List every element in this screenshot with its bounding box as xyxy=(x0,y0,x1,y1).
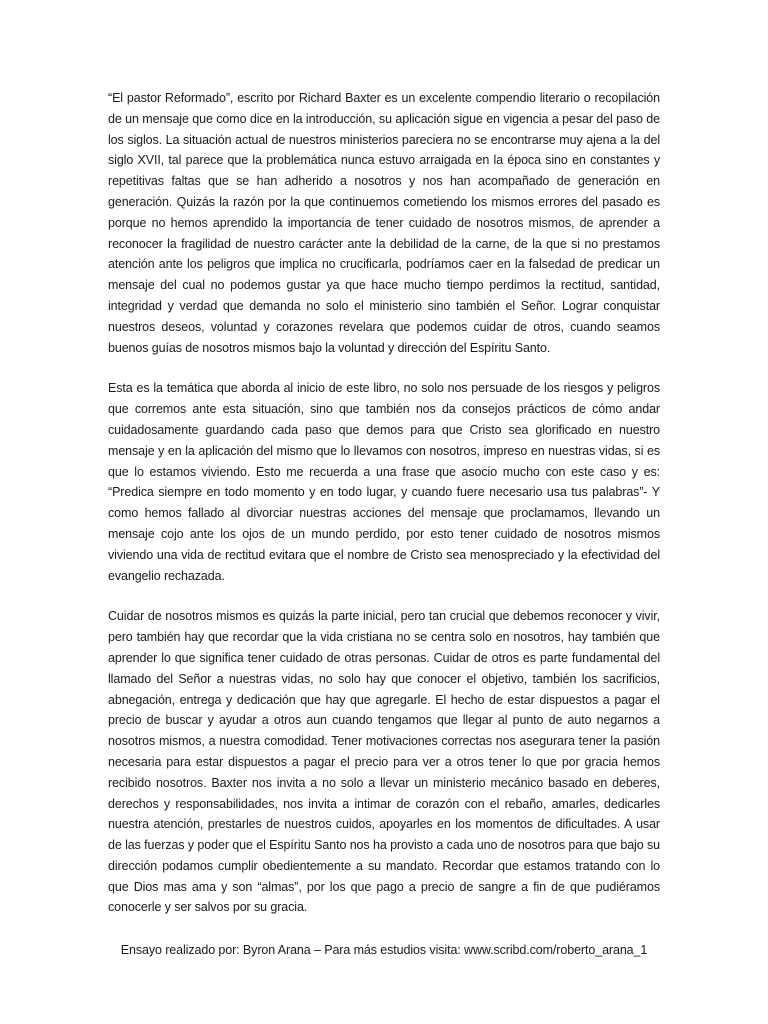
paragraph-1: “El pastor Reformado”, escrito por Richard Baxter es un excelente compendio literario o recopilación de un mensaje que como dice en la introducción, su aplicación sigue en vigencia a pesar del paso de los siglos. La situación actual de nuestros ministerios pareciera no se encontrarse muy ajena a la del siglo XVII, tal parece que la problemática nunca estuvo arraigada en la época sino en constantes y repetitivas faltas que se han adherido a nosotros y nos han acompañado de generación en generación. Quizás la razón por la que continuemos cometiendo los mismos errores del pasado es porque no hemos aprendido la importancia de tener cuidado de nosotros mismos, de aprender a reconocer la fragilidad de nuestro carácter ante la debilidad de la carne, de la que si no prestamos atención ante los peligros que implica no crucificarla, podríamos caer en la falsedad de predicar un mensaje del cual no podemos gustar ya que hace mucho tiempo perdimos la rectitud, santidad, integridad y verdad que demanda no solo el ministerio sino también el Señor. Lograr conquistar nuestros deseos, voluntad y corazones revelara que podemos cuidar de otros, cuando seamos buenos guías de nosotros mismos bajo la voluntad y dirección del Espíritu Santo. xyxy=(108,91,660,355)
paragraph-2: Esta es la temática que aborda al inicio de este libro, no solo nos persuade de los riesgos y peligros que corremos ante esta situación, sino que también nos da consejos prácticos de cómo andar cuidadosamente guardando cada paso que demos para que Cristo sea glorificado en nuestro mensaje y en la aplicación del mismo que lo llevamos con nosotros, impreso en nuestras vidas, si es que lo estamos viviendo. Esto me recuerda a una frase que asocio mucho con este caso y es: “Predica siempre en todo momento y en todo lugar, y cuando fuere necesario usa tus palabras”- Y como hemos fallado al divorciar nuestras acciones del mensaje que proclamamos, llevando un mensaje cojo ante los ojos de un mundo perdido, por esto tener cuidado de nosotros mismos viviendo una vida de rectitud evitara que el nombre de Cristo sea menospreciado y la efectividad del evangelio rechazada. xyxy=(108,381,660,583)
paragraph-3: Cuidar de nosotros mismos es quizás la parte inicial, pero tan crucial que debemos reconocer y vivir, pero también hay que recordar que la vida cristiana no se centra solo en nosotros, hay también que aprender lo que significa tener cuidado de otras personas. Cuidar de otros es parte fundamental del llamado del Señor a nuestras vidas, no solo hay que conocer el objetivo, también los sacrificios, abnegación, entrega y dedicación que hay que agregarle. El hecho de estar dispuestos a pagar el precio de buscar y ayudar a otros aun cuando tengamos que llegar al punto de auto negarnos a nosotros mismos, a nuestra comodidad. Tener motivaciones correctas nos asegurara tener la pasión necesaria para estar dispuestos a pagar el precio para ver a otros tener lo que por gracia hemos recibido nosotros. Baxter nos invita a no solo a llevar un ministerio mecánico basado en deberes, derechos y responsabilidades, nos invita a intimar de corazón con el rebaño, amarles, dedicarles nuestra atención, prestarles de nuestros cuidos, apoyarles en los momentos de dificultades. A usar de las fuerzas y poder que el Espíritu Santo nos ha provisto a cada uno de nosotros para que bajo su dirección podamos cumplir obedientemente a su mandato. Recordar que estamos tratando con lo que Dios mas ama y son “almas”, por los que pago a precio de sangre a fin de que pudiéramos conocerle y ser salvos por su gracia. xyxy=(108,609,660,915)
page-footer: Ensayo realizado por: Byron Arana – Para más estudios visita: www.scribd.com/roberto_arana_1 xyxy=(120,943,648,957)
document-body xyxy=(108,88,660,938)
